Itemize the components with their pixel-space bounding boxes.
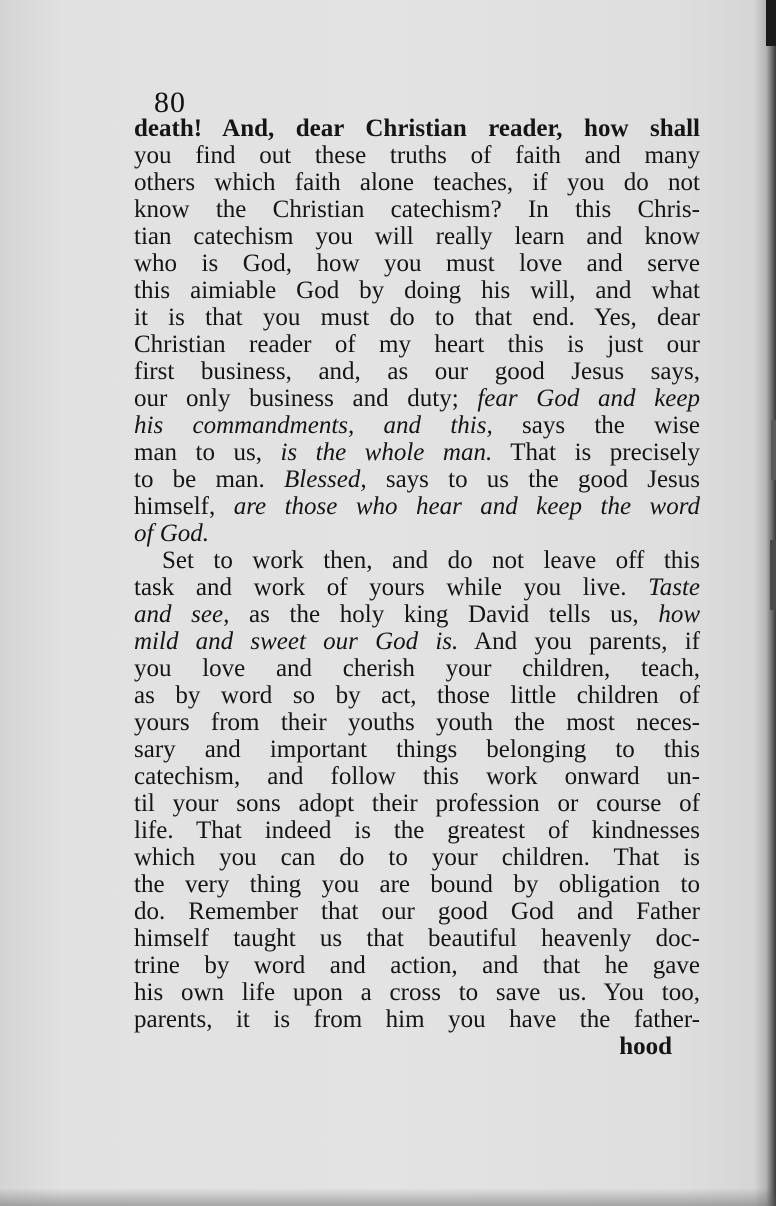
text-line: this aimiable God by doing his will, and what — [134, 277, 700, 304]
text-line: til your sons adopt their profession or course of — [134, 790, 700, 817]
text-line: sary and important things belonging to this — [134, 736, 700, 763]
text-line: as by word so by act, those little children of — [134, 682, 700, 709]
text-line: which you can do to your children. That is — [134, 844, 700, 871]
text-line: catechism, and follow this work onward un- — [134, 763, 700, 790]
text-line: life. That indeed is the greatest of kindnesses — [134, 817, 700, 844]
text-line: and see, as the holy king David tells us, how — [134, 601, 701, 628]
text-line: Christian reader of my heart this is just our — [134, 331, 700, 358]
page-number: 80 — [154, 86, 186, 119]
text-line: you find out these truths of faith and many — [134, 142, 700, 169]
text-line: himself, are those who hear and keep the word — [134, 493, 700, 520]
text-line: himself taught us that beautiful heavenly doc- — [134, 925, 700, 952]
body-text — [134, 115, 700, 1060]
text-line: do. Remember that our good God and Father — [134, 898, 700, 925]
text-line: mild and sweet our God is. And you parents, if — [134, 628, 701, 655]
catchword: hood — [619, 1033, 672, 1060]
page-bottom-shadow — [0, 1188, 776, 1206]
text-line: you love and cherish your children, teach, — [134, 655, 700, 682]
binding-mark — [771, 420, 776, 480]
text-line: man to us, is the whole man. That is precisely — [134, 439, 700, 466]
text-line: to be man. Blessed, says to us the good Jesus — [134, 466, 700, 493]
text-line: trine by word and action, and that he gave — [134, 952, 700, 979]
text-line: his own life upon a cross to save us. You too, — [134, 979, 700, 1006]
text-line: yours from their youths youth the most neces- — [134, 709, 700, 736]
text-line: task and work of yours while you live. Taste — [134, 574, 700, 601]
binding-mark — [766, 0, 776, 46]
text-line: parents, it is from him you have the father- — [134, 1006, 700, 1033]
text-line: know the Christian catechism? In this Chris- — [134, 196, 700, 223]
text-line: our only business and duty; fear God and keep — [134, 385, 700, 412]
text-line: his commandments, and this, says the wise — [134, 412, 700, 439]
text-line: of God. — [134, 520, 209, 547]
text-line: death! And, dear Christian reader, how shall — [134, 115, 700, 142]
text-line: the very thing you are bound by obligation to — [134, 871, 700, 898]
text-line: Set to work then, and do not leave off this — [162, 547, 700, 574]
text-line: first business, and, as our good Jesus says, — [134, 358, 700, 385]
text-line: who is God, how you must love and serve — [134, 250, 700, 277]
text-line: tian catechism you will really learn and know — [134, 223, 700, 250]
text-line: others which faith alone teaches, if you do not — [134, 169, 700, 196]
binding-mark — [770, 540, 776, 610]
text-line: it is that you must do to that end. Yes, dear — [134, 304, 700, 331]
